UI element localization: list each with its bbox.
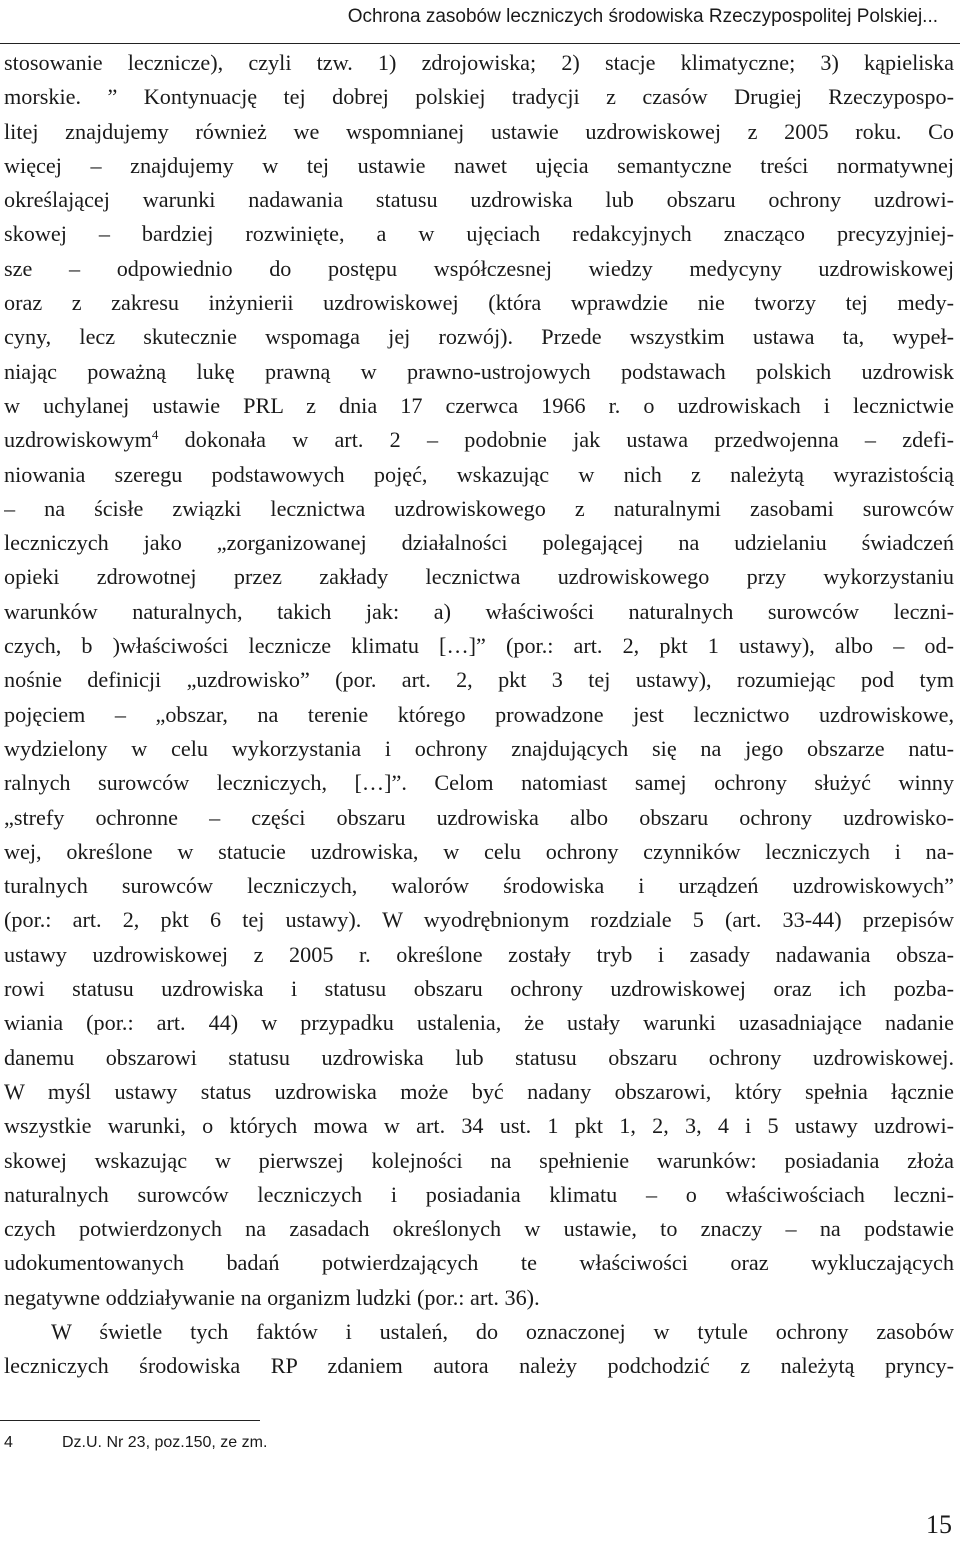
text-line: udokumentowanych badań potwierdzających te właściwości oraz wykluczających [4,1250,954,1276]
text-line: W świetle tych faktów i ustaleń, do oznaczonej w tytule ochrony zasobów [51,1318,954,1344]
text-line: stosowanie lecznicze), czyli tzw. 1) zdrojowiska; 2) stacje klimatyczne; 3) kąpieliska [4,50,954,75]
text-line: wszystkie warunki, o których mowa w art. 34 ust. 1 pkt 1, 2, 3, 4 i 5 ustawy uzdrowi- [4,1113,954,1139]
footnote [4,1432,267,1454]
text-line: warunków naturalnych, takich jak: a) właściwości naturalnych surowców leczni- [4,598,954,624]
text-line: wydzielony w celu wykorzystania i ochrony znajdujących się na jego obszarze natu- [4,735,954,761]
text-line: – na ścisłe związki lecznictwa uzdrowiskowego z naturalnymi zasobami surowców [4,495,954,521]
text-line: leczniczych środowiska RP zdaniem autora należy podchodzić z należytą pryncy- [4,1353,954,1379]
footnote-divider [0,1420,260,1421]
text-line: cyny, lecz skutecznie wspomaga jej rozwój). Przede wszystkim ustawa ta, wypeł- [4,324,954,350]
text-line: niowania szeregu podstawowych pojęć, wskazując w nich z należytą wyrazistością [4,461,954,487]
text-line: wej, określone w statucie uzdrowiska, w celu ochrony czynników leczniczych i na- [4,838,954,864]
text-line: skowej wskazując w pierwszej kolejności na spełnienie warunków: posiadania złoża [4,1147,954,1173]
text-line-with-footnote-ref [4,423,954,457]
text-line: (por.: art. 2, pkt 6 tej ustawy). W wyodrębnionym rozdziale 5 (art. 33-44) przepisów [4,907,954,933]
footnote-number: 4 [4,1434,13,1451]
text-line: rowi statusu uzdrowiska i statusu obszaru ochrony uzdrowiskowej oraz ich pozba- [4,976,954,1002]
text-line: określającej warunki nadawania statusu uzdrowiska lub obszaru ochrony uzdrowi- [4,187,954,213]
running-title: Ochrona zasobów leczniczych środowiska Rzeczypospolitej Polskiej... [347,6,938,27]
text-line: litej znajdujemy również we wspomnianej ustawie uzdrowiskowej z 2005 roku. Co [4,118,954,144]
running-header [0,0,960,44]
text-line: W myśl ustawy status uzdrowiska może być nadany obszarowi, który spełnia łącznie [4,1078,954,1104]
page-number: 15 [926,1510,952,1539]
text-line: wiania (por.: art. 44) w przypadku ustalenia, że ustały warunki uzasadniające nadanie [4,1010,954,1036]
footnote-text: Dz.U. Nr 23, poz.150, ze zm. [62,1434,268,1451]
text-line: oraz z zakresu inżynierii uzdrowiskowej (która wprawdzie nie tworzy tej medy- [4,290,954,316]
text-line: „strefy ochronne – części obszaru uzdrowiska albo obszaru ochrony uzdrowisko- [4,804,954,830]
body-text [4,46,954,1384]
text-line: nośnie definicji „uzdrowisko” (por. art. 2, pkt 3 tej ustawy), rozumiejąc pod tym [4,667,954,693]
text-line: turalnych surowców leczniczych, walorów środowiska i urządzeń uzdrowiskowych” [4,873,954,899]
text-line: negatywne oddziaływanie na organizm ludzki (por.: art. 36). [4,1284,540,1310]
text-line: naturalnych surowców leczniczych i posiadania klimatu – o właściwościach leczni- [4,1181,954,1207]
text-line: w uchylanej ustawie PRL z dnia 17 czerwca 1966 r. o uzdrowiskach i lecznictwie [4,392,954,418]
text-line: czych, b )właściwości lecznicze klimatu […]” (por.: art. 2, pkt 1 ustawy), albo – od- [4,633,954,659]
text-line: opieki zdrowotnej przez zakłady lecznictwa uzdrowiskowego przy wykorzystaniu [4,564,954,590]
text-line: ralnych surowców leczniczych, […]”. Celom natomiast samej ochrony służyć winny [4,770,954,796]
text-line: ustawy uzdrowiskowej z 2005 r. określone zostały tryb i zasady nadawania obsza- [4,941,954,967]
text-line: morskie. ” Kontynuację tej dobrej polskiej tradycji z czasów Drugiej Rzeczypospo- [4,84,954,110]
text-line: skowej – bardziej rozwinięte, a w ujęciach redakcyjnych znacząco precyzyjniej- [4,221,954,247]
text-line: niając poważną lukę prawną w prawno-ustrojowych podstawach polskich uzdrowisk [4,358,954,384]
text-fragment: uzdrowiskowym [4,427,152,453]
text-line: pojęciem – „obszar, na terenie którego prowadzone jest lecznictwo uzdrowiskowe, [4,701,954,727]
text-line: leczniczych jako „zorganizowanej działalności polegającej na udzielaniu świadczeń [4,530,954,556]
text-line: sze – odpowiednio do postępu współczesnej wiedzy medycyny uzdrowiskowej [4,255,954,281]
text-line: więcej – znajdujemy w tej ustawie nawet ujęcia semantyczne treści normatywnej [4,152,954,178]
footnote-reference: 4 [151,427,159,443]
text-line: czych potwierdzonych na zasadach określonych w ustawie, to znaczy – na podstawie [4,1216,954,1242]
text-line: danemu obszarowi statusu uzdrowiska lub statusu obszaru ochrony uzdrowiskowej. [4,1044,954,1070]
text-fragment: dokonała w art. 2 – podobnie jak ustawa przedwojenna – zdefi- [158,427,954,453]
